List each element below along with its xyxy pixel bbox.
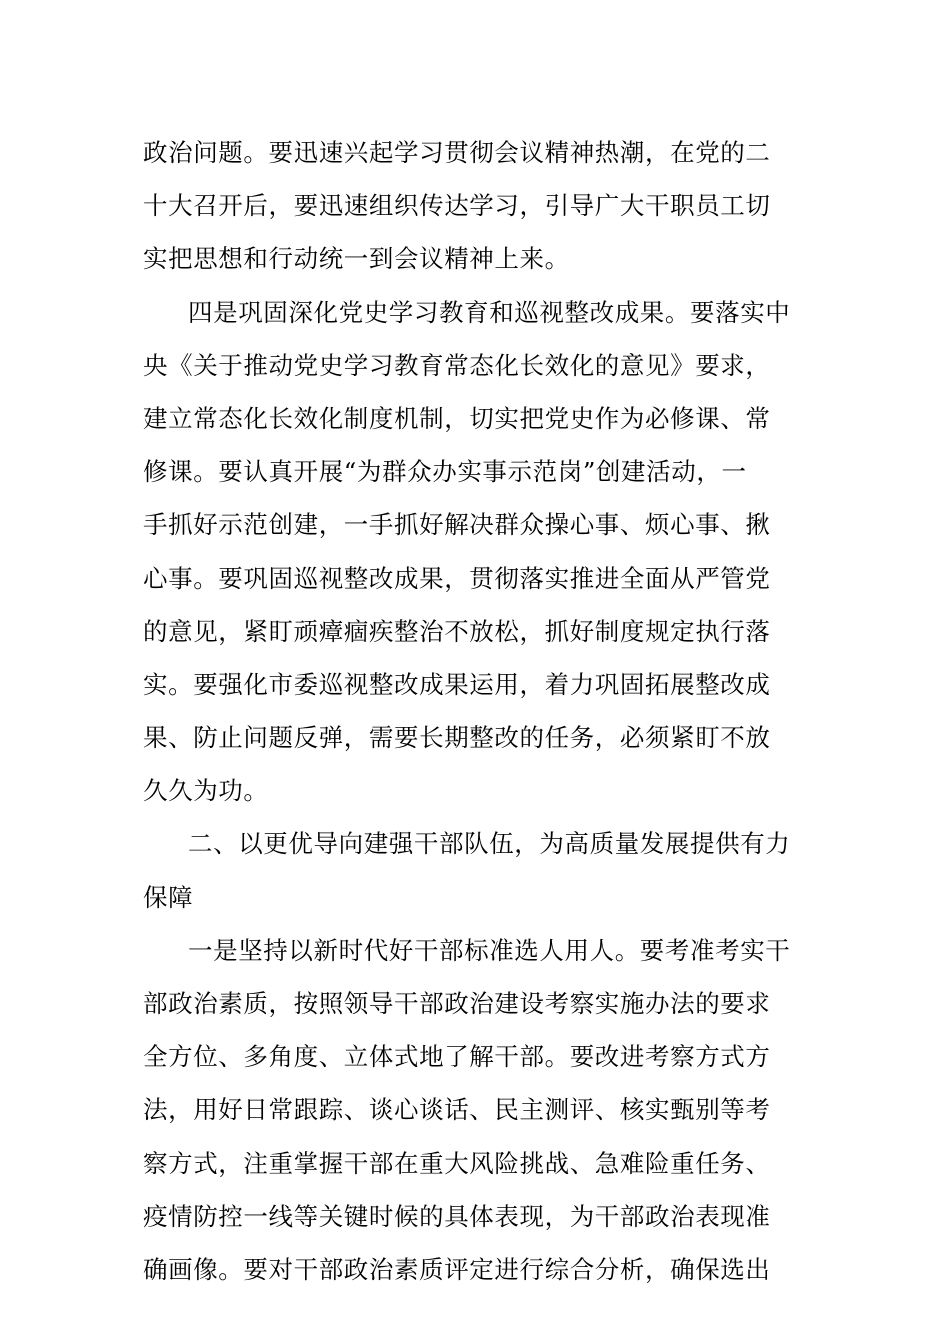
text-line: 十大召开后，要迅速组织传达学习，引导广大干职员工切 — [143, 191, 771, 221]
text-line: 的意见，紧盯顽瘴痼疾整治不放松，抓好制度规定执行落 — [143, 616, 771, 646]
text-line: 察方式，注重掌握干部在重大风险挑战、急难险重任务、 — [143, 1148, 771, 1178]
text-line: 疫情防控一线等关键时候的具体表现，为干部政治表现准 — [143, 1201, 771, 1231]
text-line: 手抓好示范创建，一手抓好解决群众操心事、烦心事、揪 — [143, 510, 771, 540]
text-line: 修课。要认真开展“为群众办实事示范岗”创建活动，一 — [143, 457, 747, 487]
section-heading-line: 保障 — [143, 882, 194, 912]
text-line: 部政治素质，按照领导干部政治建设考察实施办法的要求 — [143, 989, 771, 1018]
text-line: 确画像。要对干部政治素质评定进行综合分析，确保选出 — [143, 1254, 771, 1284]
document-page — [143, 126, 807, 1296]
text-line: 全方位、多角度、立体式地了解干部。要改进考察方式方 — [143, 1042, 771, 1072]
text-line: 法，用好日常跟踪、谈心谈话、民主测评、核实甄别等考 — [143, 1095, 771, 1125]
text-line: 央《关于推动党史学习教育常态化长效化的意见》要求， — [143, 350, 771, 380]
text-line: 心事。要巩固巡视整改成果，贯彻落实推进全面从严管党 — [143, 563, 771, 593]
text-line: 果、防止问题反弹，需要长期整改的任务，必须紧盯不放 — [143, 723, 771, 753]
text-line: 久久为功。 — [143, 776, 269, 806]
text-line: 建立常态化长效化制度机制，切实把党史作为必修课、常 — [143, 403, 771, 433]
text-line: 实。要强化市委巡视整改成果运用，着力巩固拓展整改成 — [143, 669, 771, 699]
paragraph-start-line: 一是坚持以新时代好干部标准选人用人。要考准考实干 — [188, 935, 791, 965]
paragraph-start-line: 四是巩固深化党史学习教育和巡视整改成果。要落实中 — [188, 297, 791, 327]
text-line: 实把思想和行动统一到会议精神上来。 — [143, 244, 570, 274]
text-line: 政治问题。要迅速兴起学习贯彻会议精神热潮，在党的二 — [143, 138, 771, 167]
section-heading-line: 二、以更优导向建强干部队伍，为高质量发展提供有力 — [188, 829, 791, 859]
